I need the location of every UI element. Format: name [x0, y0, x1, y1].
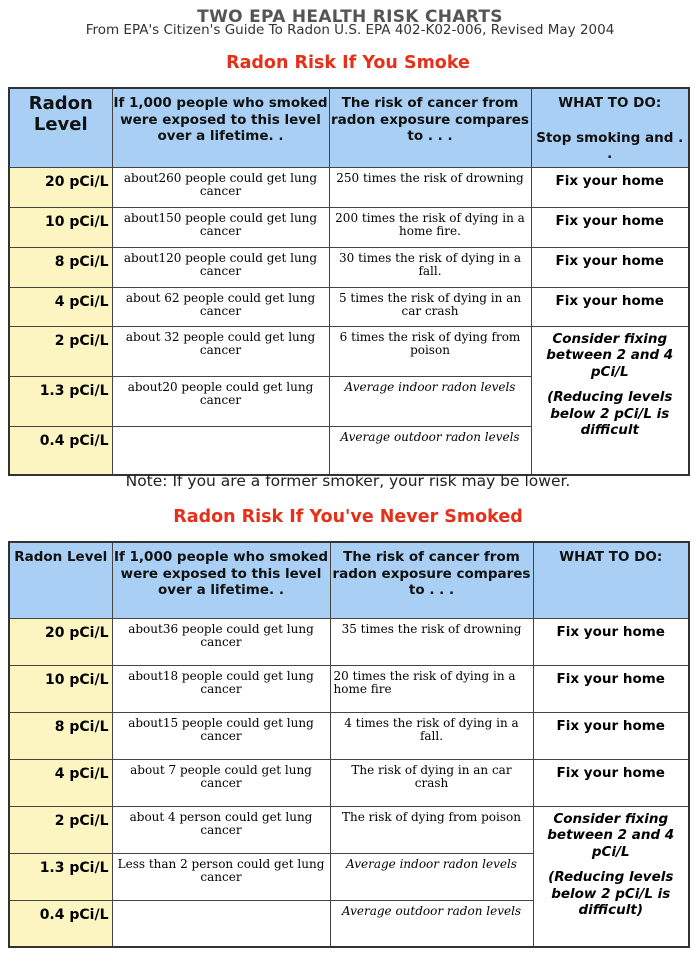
radon-level-cell: 0.4 pCi/L — [9, 426, 112, 475]
reducing-levels-text: (Reducing levels below 2 pCi/L is difficult) — [548, 869, 674, 918]
compare-cell: Average outdoor radon levels — [329, 426, 531, 475]
table-row — [9, 326, 689, 376]
radon-level-cell: 1.3 pCi/L — [9, 376, 112, 426]
radon-level-cell: 2 pCi/L — [9, 806, 112, 853]
todo-cell: Fix your home — [531, 207, 689, 247]
compare-cell: 30 times the risk of dying in a fall. — [329, 247, 531, 287]
radon-level-cell: 10 pCi/L — [9, 207, 112, 247]
smokers-header-row — [9, 88, 689, 167]
nonsmokers-chart-title: Radon Risk If You've Never Smoked — [173, 507, 523, 527]
table-row — [9, 207, 689, 247]
nonsmokers-header-row — [9, 542, 689, 618]
page-subtitle: From EPA's Citizen's Guide To Radon U.S. EPA 402-K02-006, Revised May 2004 — [85, 22, 615, 38]
reducing-levels-text: (Reducing levels below 2 pCi/L is difficult — [547, 389, 673, 438]
todo-cell: Fix your home — [531, 287, 689, 326]
compare-cell: 6 times the risk of dying from poison — [329, 326, 531, 376]
people-cell: about15 people could get lung cancer — [112, 712, 330, 759]
people-cell: about120 people could get lung cancer — [112, 247, 329, 287]
compare-cell: 250 times the risk of drowning — [329, 167, 531, 207]
todo-cell: Fix your home — [533, 618, 689, 665]
smokers-risk-table — [8, 87, 690, 476]
people-cell: about 7 people could get lung cancer — [112, 759, 330, 806]
compare-cell: Average outdoor radon levels — [330, 900, 533, 947]
radon-level-cell: 8 pCi/L — [9, 247, 112, 287]
header-radon-level: Radon Level — [9, 542, 112, 618]
table-row — [9, 712, 689, 759]
consider-fixing-text: Consider fixing between 2 and 4 pCi/L — [547, 810, 675, 860]
radon-level-cell: 20 pCi/L — [9, 618, 112, 665]
people-cell: about260 people could get lung cancer — [112, 167, 329, 207]
todo-cell: Fix your home — [531, 167, 689, 207]
todo-cell: Fix your home — [533, 665, 689, 712]
compare-cell: 4 times the risk of dying in a fall. — [330, 712, 533, 759]
people-cell: Less than 2 person could get lung cancer — [112, 853, 330, 900]
radon-level-cell: 4 pCi/L — [9, 287, 112, 326]
radon-level-cell: 0.4 pCi/L — [9, 900, 112, 947]
table-row — [9, 247, 689, 287]
table-row — [9, 167, 689, 207]
compare-cell: 200 times the risk of dying in a home fire. — [329, 207, 531, 247]
compare-cell: The risk of dying in an car crash — [330, 759, 533, 806]
people-cell: about 4 person could get lung cancer — [112, 806, 330, 853]
nonsmokers-risk-table — [8, 541, 690, 948]
todo-cell: Fix your home — [533, 759, 689, 806]
compare-cell: Average indoor radon levels — [329, 376, 531, 426]
page-title: TWO EPA HEALTH RISK CHARTS — [197, 7, 503, 27]
header-people-exposed: If 1,000 people who smoked were exposed to this level over a lifetime. . — [112, 88, 329, 167]
header-what-to-do: WHAT TO DO: — [533, 542, 689, 618]
radon-level-cell: 20 pCi/L — [9, 167, 112, 207]
people-cell: about36 people could get lung cancer — [112, 618, 330, 665]
table-row — [9, 806, 689, 853]
radon-level-cell: 2 pCi/L — [9, 326, 112, 376]
people-cell: about20 people could get lung cancer — [112, 376, 329, 426]
compare-cell: 20 times the risk of dying in a home fire — [330, 665, 533, 712]
consider-fixing-cell — [531, 326, 689, 475]
people-cell: about 32 people could get lung cancer — [112, 326, 329, 376]
people-cell: about 62 people could get lung cancer — [112, 287, 329, 326]
smokers-chart-title: Radon Risk If You Smoke — [226, 53, 470, 73]
table-row — [9, 665, 689, 712]
people-cell: about18 people could get lung cancer — [112, 665, 330, 712]
consider-fixing-cell — [533, 806, 689, 947]
radon-level-cell: 4 pCi/L — [9, 759, 112, 806]
header-people-exposed: If 1,000 people who smoked were exposed to this level over a lifetime. . — [112, 542, 330, 618]
radon-level-cell: 10 pCi/L — [9, 665, 112, 712]
todo-cell: Fix your home — [531, 247, 689, 287]
header-what-to-do — [531, 88, 689, 167]
compare-cell: 5 times the risk of dying in an car crash — [329, 287, 531, 326]
header-risk-compare: The risk of cancer from radon exposure compares to . . . — [330, 542, 533, 618]
former-smoker-note: Note: If you are a former smoker, your risk may be lower. — [125, 472, 571, 490]
radon-level-cell: 1.3 pCi/L — [9, 853, 112, 900]
what-to-do-title: WHAT TO DO: — [558, 95, 662, 111]
radon-level-cell: 8 pCi/L — [9, 712, 112, 759]
stop-smoking-note: Stop smoking and . . — [536, 129, 684, 162]
header-radon-level: Radon Level — [9, 88, 112, 167]
compare-cell: Average indoor radon levels — [330, 853, 533, 900]
people-cell: about150 people could get lung cancer — [112, 207, 329, 247]
compare-cell: 35 times the risk of drowning — [330, 618, 533, 665]
table-row — [9, 287, 689, 326]
table-row — [9, 759, 689, 806]
consider-fixing-text: Consider fixing between 2 and 4 pCi/L — [546, 330, 674, 380]
table-row — [9, 618, 689, 665]
people-cell — [112, 426, 329, 475]
todo-cell: Fix your home — [533, 712, 689, 759]
people-cell — [112, 900, 330, 947]
compare-cell: The risk of dying from poison — [330, 806, 533, 853]
header-risk-compare: The risk of cancer from radon exposure compares to . . . — [329, 88, 531, 167]
